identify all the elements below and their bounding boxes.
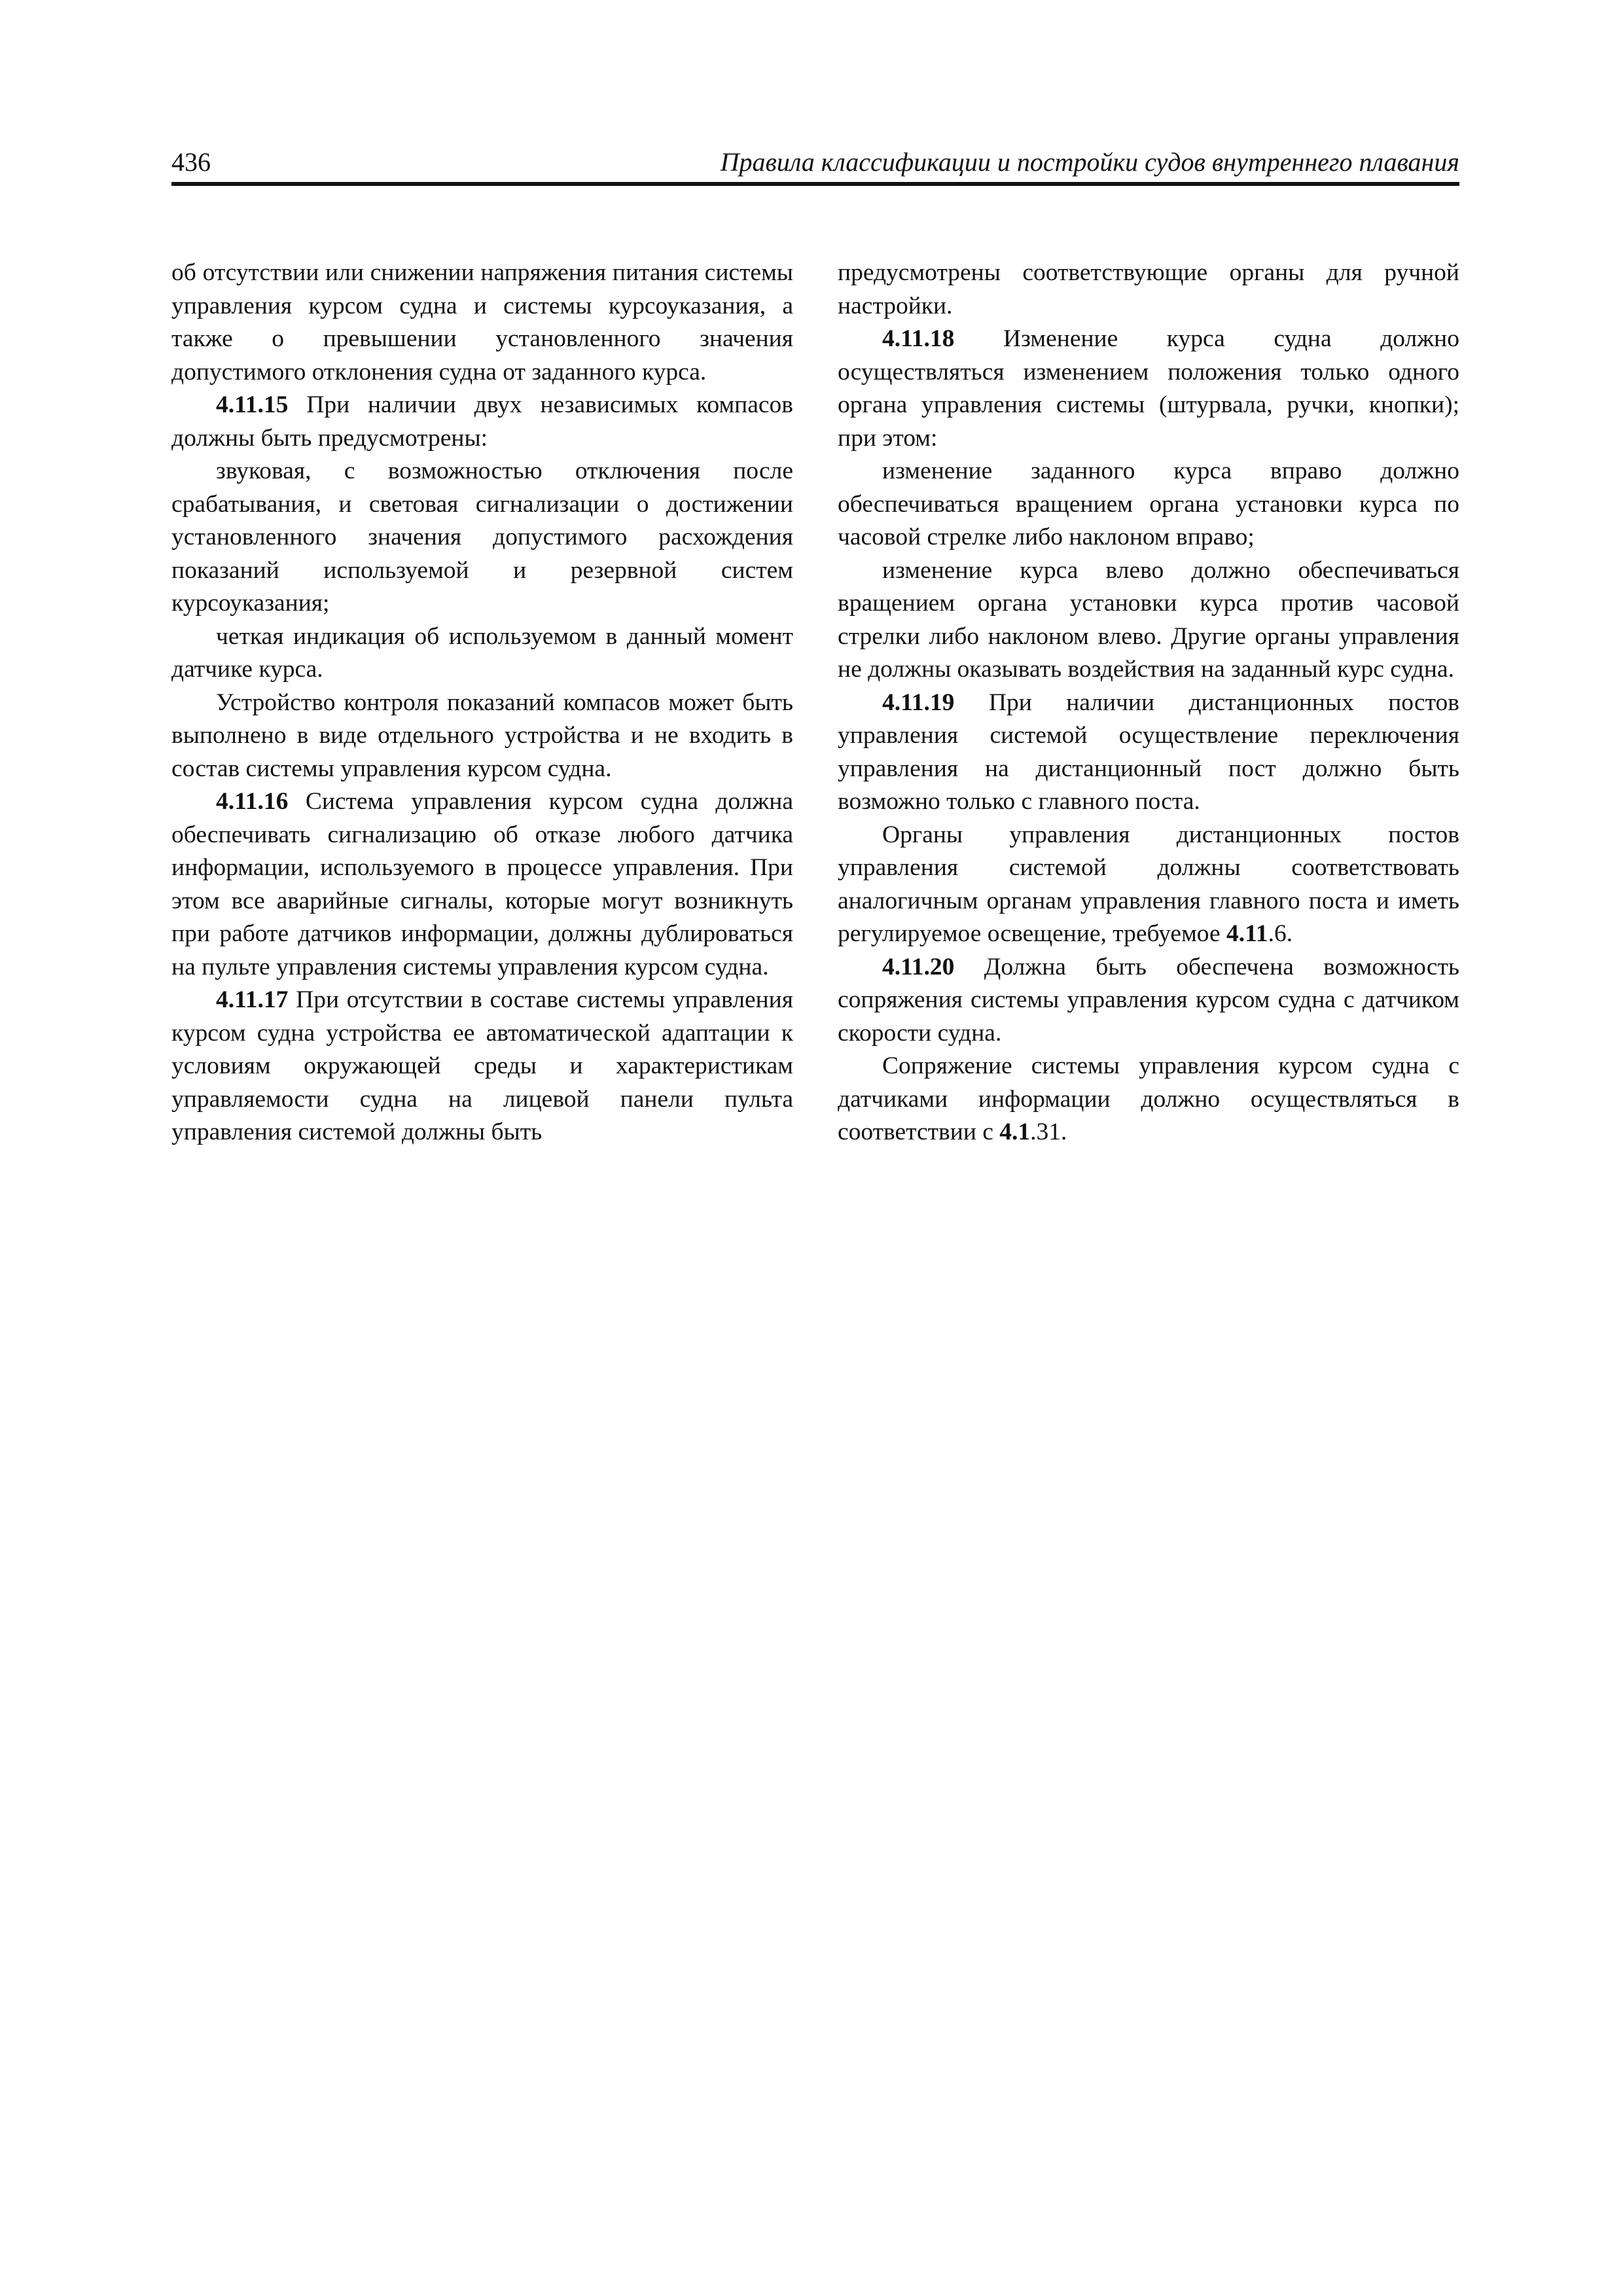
left-column (171, 257, 793, 1149)
right-column (838, 257, 1459, 1149)
clause-number: 4.11.17 (216, 986, 289, 1013)
paragraph-text: об отсутствии или снижении напряжения питания системы управления курсом судна и системы курсоуказания, а также о превышении установленного значения допустимого отклонения судна от заданного курса. (171, 259, 793, 386)
paragraph-text: При наличии дистанционных постов управления системой осуществление переключения управления на дистанционный пост должно быть возможно только с главного поста. (838, 689, 1459, 815)
cross-reference: 4.1 (999, 1119, 1031, 1145)
paragraph (171, 257, 793, 389)
paragraph-text: Должна быть обеспечена возможность сопряжения системы управления курсом судна с датчиком скорости судна. (838, 953, 1459, 1047)
paragraph-text: изменение курса влево должно обеспечиваться вращением органа установки курса против часовой стрелки либо наклоном влево. Другие органы управления не должны оказывать воздействия на заданный курс судна. (838, 556, 1459, 683)
paragraph (838, 819, 1459, 951)
paragraph-text: четкая индикация об используемом в данный момент датчике курса. (171, 622, 793, 683)
cross-reference-tail: .6. (1268, 920, 1293, 947)
paragraph-text: звуковая, с возможностью отключения после срабатывания, и световая сигнализации о достижении установленного значения допустимого расхождения показаний используемой и резервной систем курсоуказания; (171, 457, 793, 617)
clause-number: 4.11.19 (882, 689, 955, 716)
paragraph (838, 257, 1459, 323)
paragraph-text: Устройство контроля показаний компасов может быть выполнено в виде отдельного устройства и не входить в состав системы управления курсом судна. (171, 689, 793, 782)
clause-paragraph (171, 389, 793, 455)
paragraph-text: Система управления курсом судна должна обеспечивать сигнализацию об отказе любого датчика информации, используемого в процессе управления. При этом все аварийные сигналы, которые могут возникнуть при работе датчиков информации, должны дублироваться на пульте управления системы управления курсом судна. (171, 788, 793, 980)
clause-number: 4.11.15 (216, 391, 289, 418)
cross-reference-tail: .31. (1030, 1119, 1067, 1145)
paragraph-text: предусмотрены соответствующие органы для ручной настройки. (838, 259, 1459, 319)
page-number: 436 (171, 147, 211, 177)
paragraph (838, 1050, 1459, 1149)
cross-reference: 4.11 (1226, 920, 1268, 947)
paragraph (838, 554, 1459, 687)
clause-number: 4.11.18 (882, 325, 955, 352)
paragraph-text: Сопряжение системы управления курсом судна с датчиками информации должно осуществляться в соответствии с (838, 1052, 1459, 1145)
clause-paragraph (171, 785, 793, 984)
paragraph (171, 455, 793, 620)
paragraph-text: изменение заданного курса вправо должно обеспечиваться вращением органа установки курса по часовой стрелке либо наклоном вправо; (838, 457, 1459, 550)
clause-number: 4.11.20 (882, 953, 955, 980)
clause-paragraph (838, 687, 1459, 819)
paragraph-text: Органы управления дистанционных постов управления системой должны соответствовать аналогичным органам управления главного поста и иметь регулируемое освещение, требуемое (838, 821, 1459, 947)
clause-paragraph (838, 951, 1459, 1050)
paragraph-text: При наличии двух независимых компасов должны быть предусмотрены: (171, 391, 793, 452)
paragraph-text: При отсутствии в составе системы управления курсом судна устройства ее автоматической адаптации к условиям окружающей среды и характеристикам управляемости судна на лицевой панели пульта управления системой должны быть (171, 986, 793, 1145)
clause-number: 4.11.16 (216, 788, 289, 815)
page-header (171, 143, 1459, 186)
paragraph (838, 455, 1459, 554)
paragraph (171, 620, 793, 687)
paragraph (171, 687, 793, 786)
clause-paragraph (171, 984, 793, 1149)
running-title: Правила классификации и постройки судов внутреннего плавания (720, 147, 1459, 177)
clause-paragraph (838, 323, 1459, 455)
paragraph-text: Изменение курса судна должно осуществляться изменением положения только одного органа управления системы (штурвала, ручки, кнопки); при этом: (838, 325, 1459, 452)
